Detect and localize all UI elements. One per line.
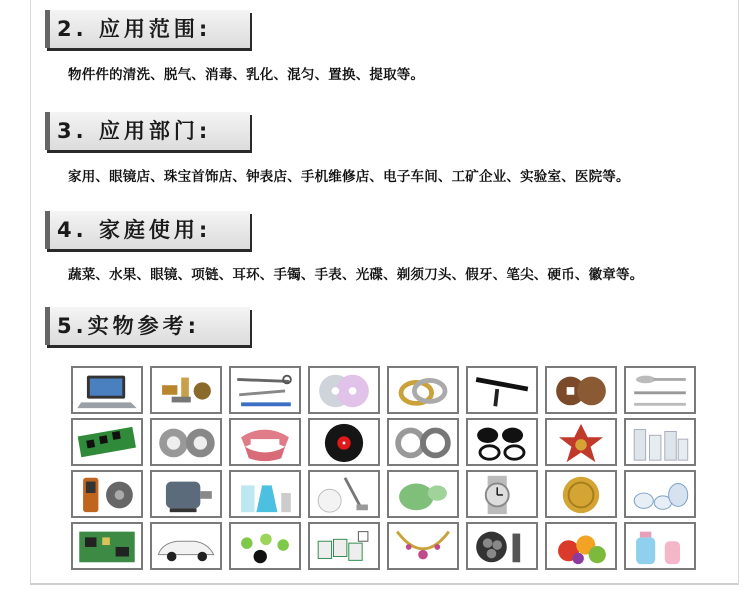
tea-set-icon — [626, 472, 694, 516]
section-text-scope: 物件件的清洗、脱气、消毒、乳化、混匀、置换、提取等。 — [68, 67, 425, 83]
header-accent — [45, 211, 50, 249]
mahjong-icon — [310, 524, 378, 568]
car-icon — [152, 524, 220, 568]
ram-board-icon — [73, 420, 141, 464]
photo-thumbnail — [150, 522, 222, 570]
header-accent — [45, 112, 50, 150]
photo-thumbnail — [387, 366, 459, 414]
gold-coin-icon — [547, 472, 615, 516]
section-title: 4. 家庭使用: — [57, 218, 212, 242]
photo-thumbnail — [71, 470, 143, 518]
section-title: 2. 应用范围: — [57, 17, 212, 41]
golf-icon — [310, 472, 378, 516]
bearings-icon — [152, 420, 220, 464]
circuit-board-icon — [73, 524, 141, 568]
photo-thumbnail — [624, 470, 696, 518]
tools-icon — [231, 368, 299, 412]
phone-parts-icon — [73, 472, 141, 516]
dentures-icon — [231, 420, 299, 464]
lab-glass-icon — [231, 472, 299, 516]
photo-thumbnail — [466, 522, 538, 570]
photo-thumbnail — [466, 366, 538, 414]
photo-thumbnail — [229, 366, 301, 414]
photo-thumbnail — [387, 470, 459, 518]
photo-thumbnail — [624, 418, 696, 466]
baby-bottle-icon — [626, 524, 694, 568]
photo-thumbnail — [387, 522, 459, 570]
screws-icon — [152, 368, 220, 412]
photo-thumbnail — [308, 366, 380, 414]
photo-thumbnail — [229, 522, 301, 570]
injector-icon — [231, 524, 299, 568]
laptop-icon — [73, 368, 141, 412]
header-accent — [45, 10, 50, 48]
photo-thumbnail — [545, 522, 617, 570]
section-text-departments: 家用、眼镜店、珠宝首饰店、钟表店、手机维修店、电子车间、工矿企业、实验室、医院等。 — [68, 169, 630, 185]
photo-thumbnail — [624, 522, 696, 570]
glasses-icon — [468, 420, 536, 464]
watch-icon — [468, 472, 536, 516]
jade-icon — [389, 472, 457, 516]
motor-icon — [152, 472, 220, 516]
badge-icon — [547, 420, 615, 464]
fruits-icon — [547, 524, 615, 568]
section-header-departments — [45, 112, 250, 150]
section-title: 5.实物参考: — [57, 314, 200, 338]
section-header-home-use — [45, 211, 250, 249]
section-header-examples — [45, 307, 250, 345]
section-title: 3. 应用部门: — [57, 119, 212, 143]
shaver-icon — [468, 524, 536, 568]
photo-thumbnail — [71, 418, 143, 466]
photo-thumbnail — [150, 366, 222, 414]
photo-thumbnail — [624, 366, 696, 414]
photo-thumbnail — [308, 522, 380, 570]
metal-rings-icon — [389, 420, 457, 464]
photo-thumbnail — [545, 470, 617, 518]
photo-thumbnail — [150, 470, 222, 518]
photo-thumbnail — [71, 366, 143, 414]
photo-thumbnail — [71, 522, 143, 570]
photo-thumbnail — [545, 366, 617, 414]
header-accent — [45, 307, 50, 345]
vinyl-record-icon — [310, 420, 378, 464]
photo-thumbnail — [229, 418, 301, 466]
section-text-home-use: 蔬菜、水果、眼镜、项链、耳环、手镯、手表、光碟、剃须刀头、假牙、笔尖、硬币、徽章等。 — [68, 267, 644, 283]
section-header-scope — [45, 10, 250, 48]
glassware-icon — [626, 420, 694, 464]
coins-icon — [547, 368, 615, 412]
necklace-icon — [389, 524, 457, 568]
pen-icon — [468, 368, 536, 412]
photo-thumbnail — [229, 470, 301, 518]
photo-thumbnail — [466, 418, 538, 466]
photo-thumbnail — [150, 418, 222, 466]
photo-thumbnail — [387, 418, 459, 466]
rings-icon — [389, 368, 457, 412]
photo-thumbnail — [466, 470, 538, 518]
photo-thumbnail — [545, 418, 617, 466]
cd-icon — [310, 368, 378, 412]
photo-thumbnail — [308, 418, 380, 466]
photo-thumbnail — [308, 470, 380, 518]
cutlery-icon — [626, 368, 694, 412]
